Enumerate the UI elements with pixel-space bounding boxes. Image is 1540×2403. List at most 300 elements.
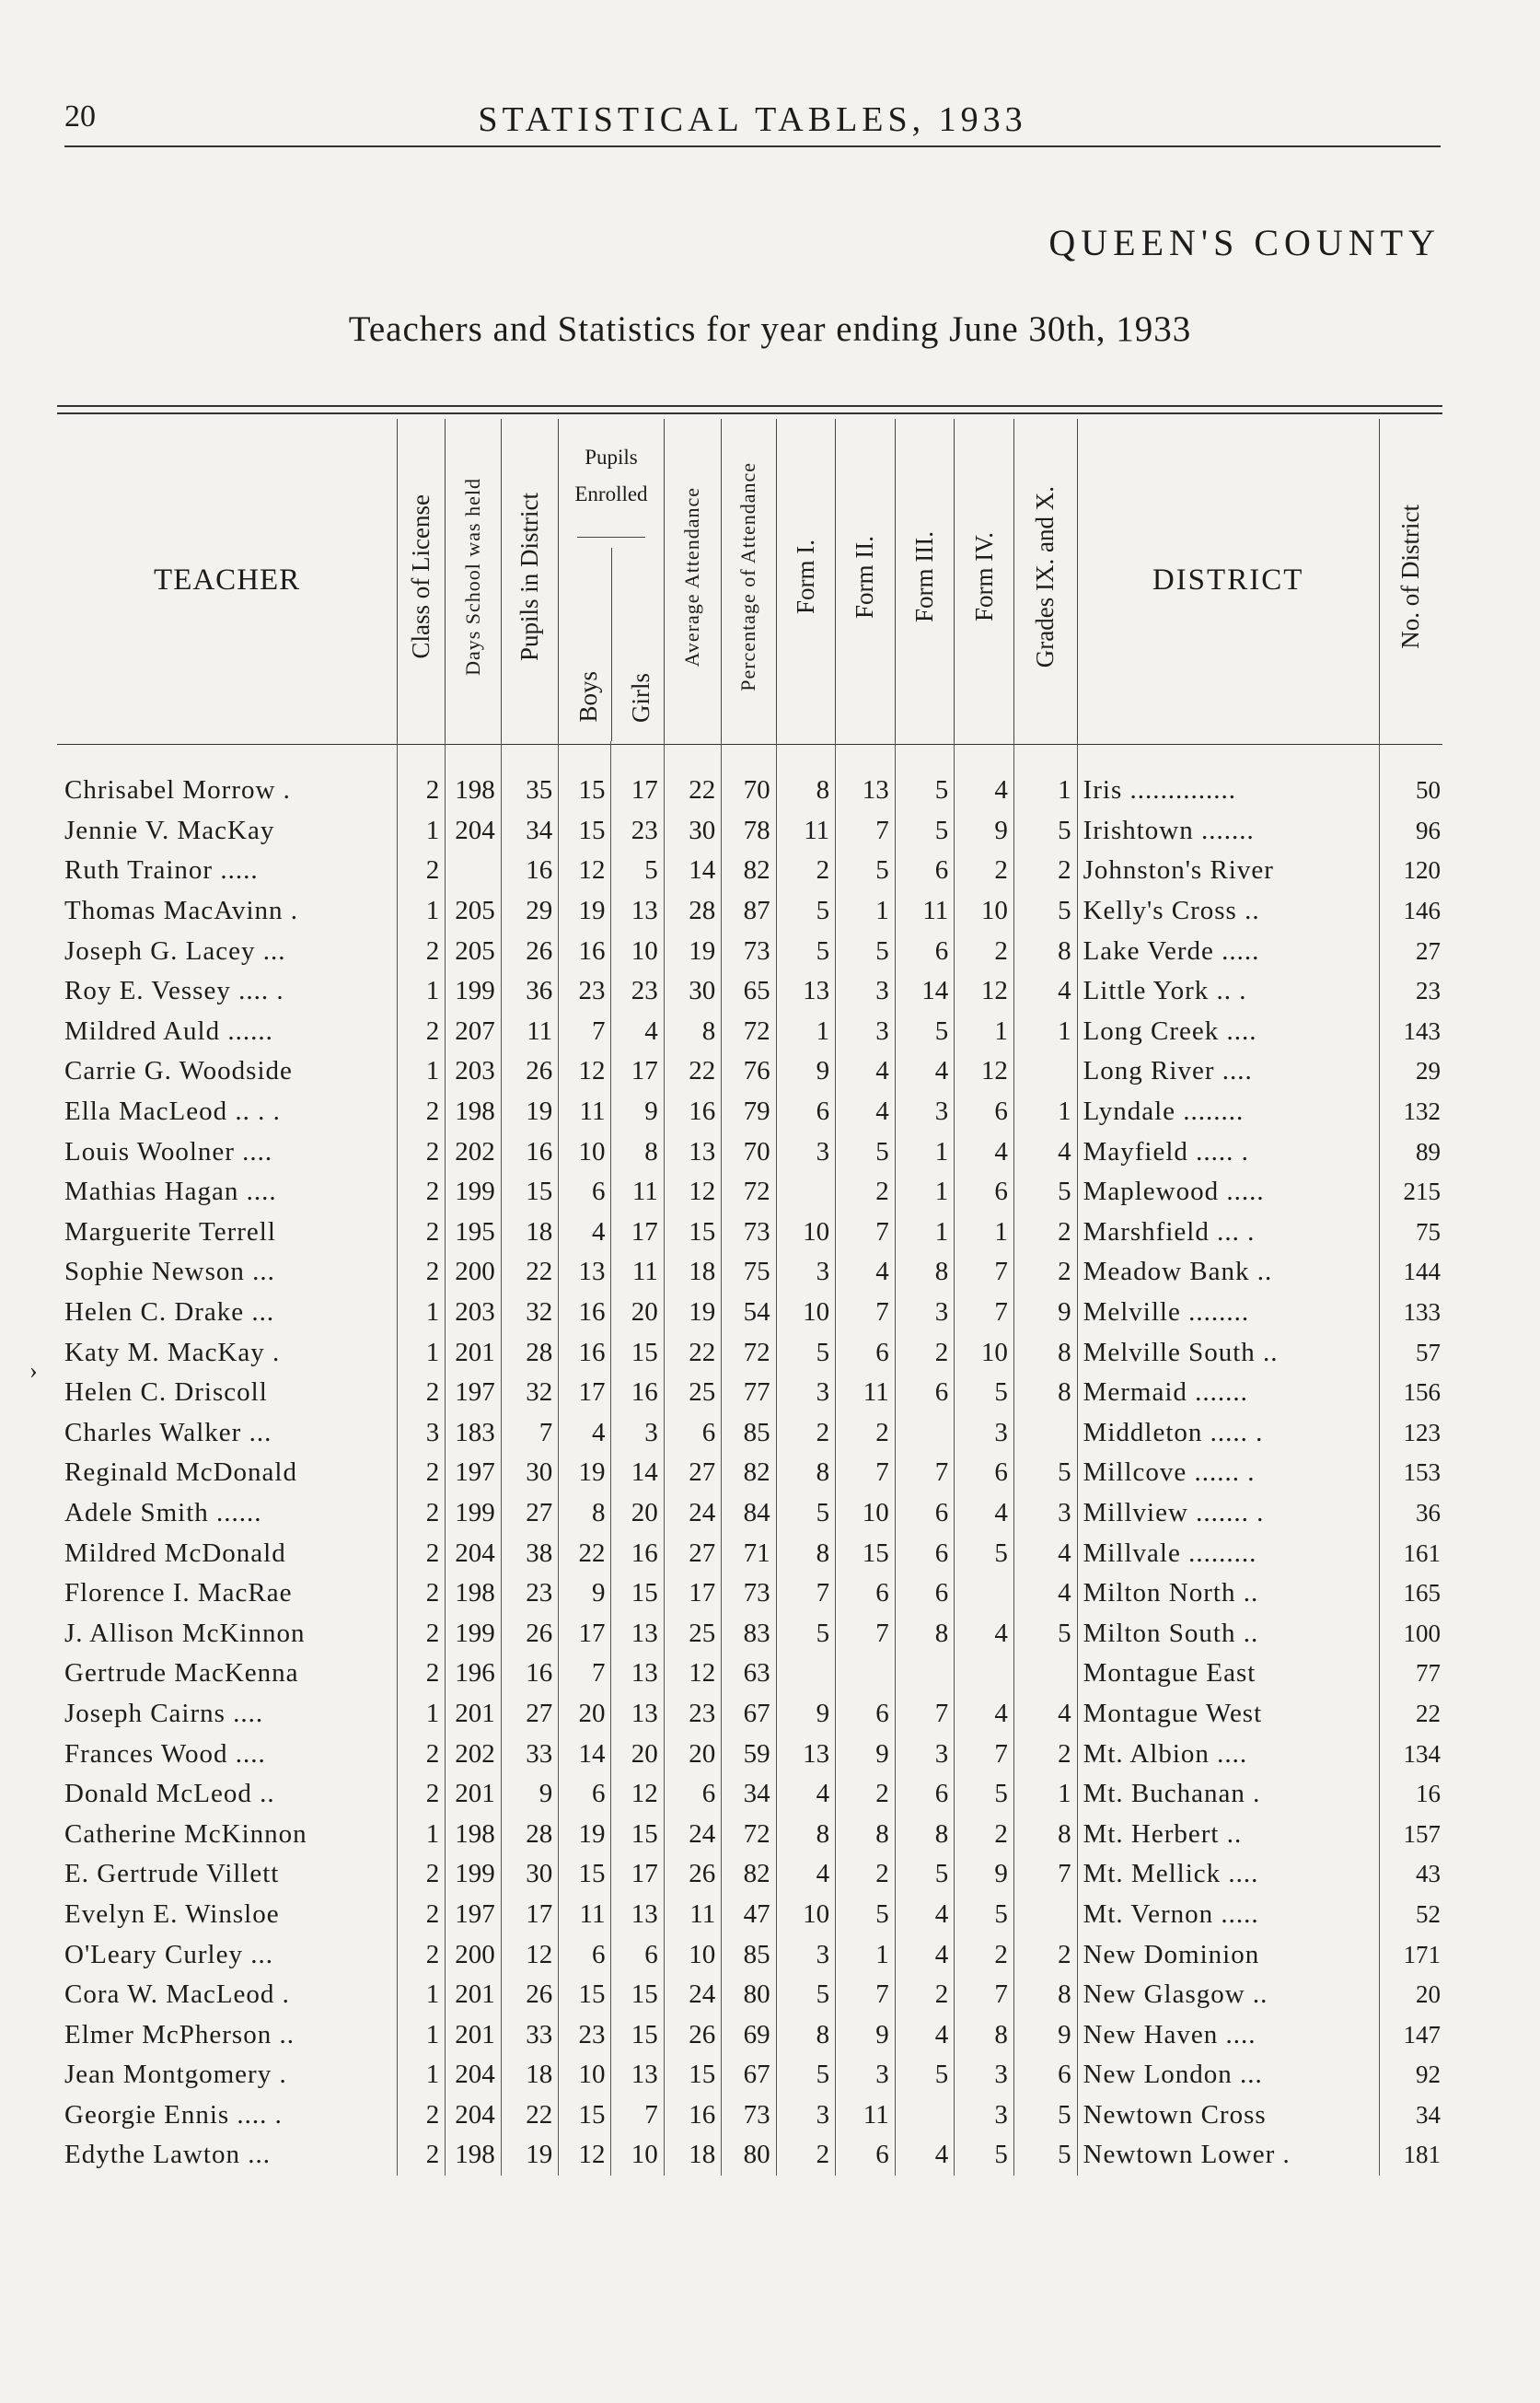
days-held-cell: 201: [446, 1975, 501, 2015]
form-4-cell: 9: [955, 811, 1014, 852]
form-3-cell: 7: [895, 1694, 955, 1735]
district-number-cell: 181: [1379, 2135, 1442, 2176]
form-4-cell: 2: [955, 931, 1014, 971]
form-4-cell: 5: [955, 1774, 1014, 1815]
pupils-in-district-cell: 18: [501, 1213, 558, 1253]
district-number-cell: 144: [1379, 1252, 1442, 1293]
table-row: [57, 971, 1442, 1012]
teacher-name-cell: Thomas MacAvinn .: [64, 896, 299, 926]
form-2-cell: 5: [836, 851, 896, 891]
district-name-cell: Mermaid .......: [1077, 1373, 1379, 1413]
form-1-cell: 8: [776, 1453, 836, 1493]
page-header: [64, 99, 1441, 147]
pupils-in-district-cell: 17: [501, 1895, 558, 1935]
district-number-cell: 57: [1379, 1332, 1442, 1373]
form-1-cell: 10: [776, 1895, 836, 1935]
grades-ix-x-cell: 5: [1013, 2095, 1077, 2136]
table-subtitle: Teachers and Statistics for year ending June 30th, 1933: [348, 309, 1192, 349]
grades-ix-x-cell: 5: [1013, 2135, 1077, 2176]
form-3-cell: 1: [895, 1132, 955, 1172]
grades-ix-x-cell: [1013, 1895, 1077, 1935]
boys-cell: 13: [559, 1252, 611, 1293]
girls-cell: 13: [611, 1895, 664, 1935]
class-of-license-cell: 2: [398, 1854, 446, 1895]
girls-cell: 15: [611, 1814, 664, 1854]
grades-ix-x-cell: 5: [1013, 1613, 1077, 1654]
days-held-cell: 198: [446, 1573, 501, 1614]
girls-cell: 15: [611, 1332, 664, 1373]
grades-ix-x-cell: 6: [1013, 2055, 1077, 2095]
days-held-cell: 197: [446, 1895, 501, 1935]
percentage-attendance-cell: 72: [722, 1814, 776, 1854]
average-attendance-cell: 24: [664, 1814, 721, 1854]
district-name-cell: Irishtown .......: [1077, 811, 1379, 852]
form-3-cell: 6: [895, 1774, 955, 1815]
class-of-license-cell: 2: [398, 1252, 446, 1293]
form-2-cell: 13: [836, 771, 896, 811]
girls-cell: 13: [611, 1613, 664, 1654]
form-1-cell: 2: [776, 1413, 836, 1454]
spacer-row: [57, 741, 1442, 771]
table-row: [57, 1132, 1442, 1172]
district-number-cell: 165: [1379, 1573, 1442, 1614]
pupils-in-district-cell: 22: [501, 1252, 558, 1293]
girls-cell: 13: [611, 891, 664, 932]
grades-ix-x-cell: 8: [1013, 1975, 1077, 2015]
average-attendance-cell: 30: [664, 971, 721, 1012]
header-grades-ix-x: Grades IX. and X.: [1013, 419, 1077, 741]
days-held-cell: 202: [446, 1132, 501, 1172]
pupils-in-district-cell: 26: [501, 931, 558, 971]
pupils-in-district-cell: 33: [501, 2014, 558, 2055]
boys-cell: 19: [559, 1814, 611, 1854]
header-days-school-held: Days School was held: [446, 419, 501, 741]
girls-cell: 16: [611, 1373, 664, 1413]
teacher-name-cell: Helen C. Driscoll: [64, 1377, 268, 1408]
table-row: [57, 931, 1442, 971]
table-row: [57, 891, 1442, 932]
girls-cell: 17: [611, 771, 664, 811]
form-1-cell: 8: [776, 2014, 836, 2055]
girls-cell: 20: [611, 1734, 664, 1774]
girls-cell: 15: [611, 1573, 664, 1614]
days-held-cell: 199: [446, 1172, 501, 1213]
form-2-cell: 1: [836, 1934, 896, 1975]
class-of-license-cell: 2: [398, 1092, 446, 1132]
form-1-cell: 1: [776, 1012, 836, 1052]
average-attendance-cell: 25: [664, 1373, 721, 1413]
girls-cell: 15: [611, 2014, 664, 2055]
form-3-cell: [895, 2095, 955, 2136]
boys-cell: 15: [559, 1975, 611, 2015]
percentage-attendance-cell: 73: [722, 2095, 776, 2136]
district-name-cell: Newtown Lower .: [1077, 2135, 1379, 2176]
form-1-cell: 5: [776, 891, 836, 932]
district-number-cell: 96: [1379, 811, 1442, 852]
percentage-attendance-cell: 63: [722, 1654, 776, 1694]
district-name-cell: Montague East: [1077, 1654, 1379, 1694]
grades-ix-x-cell: 5: [1013, 811, 1077, 852]
form-1-cell: 5: [776, 1493, 836, 1534]
form-2-cell: 11: [836, 1373, 896, 1413]
teacher-name-cell: Adele Smith ......: [64, 1497, 262, 1527]
table-row: [57, 2095, 1442, 2136]
average-attendance-cell: 13: [664, 1132, 721, 1172]
table-row: [57, 1172, 1442, 1213]
class-of-license-cell: 1: [398, 2055, 446, 2095]
form-4-cell: 1: [955, 1213, 1014, 1253]
days-held-cell: 201: [446, 1694, 501, 1735]
district-number-cell: 215: [1379, 1172, 1442, 1213]
girls-cell: 7: [611, 2095, 664, 2136]
form-1-cell: 3: [776, 1373, 836, 1413]
district-name-cell: New Glasgow ..: [1077, 1975, 1379, 2015]
percentage-attendance-cell: 85: [722, 1934, 776, 1975]
pupils-in-district-cell: 29: [501, 891, 558, 932]
teacher-name-cell: Mildred Auld ......: [64, 1016, 273, 1046]
district-name-cell: Kelly's Cross ..: [1077, 891, 1379, 932]
form-3-cell: 5: [895, 2055, 955, 2095]
percentage-attendance-cell: 54: [722, 1293, 776, 1333]
form-3-cell: 1: [895, 1213, 955, 1253]
form-3-cell: 4: [895, 1895, 955, 1935]
form-1-cell: 8: [776, 1814, 836, 1854]
district-number-cell: 34: [1379, 2095, 1442, 2136]
form-1-cell: 2: [776, 851, 836, 891]
form-4-cell: 3: [955, 2055, 1014, 2095]
girls-cell: 10: [611, 931, 664, 971]
district-name-cell: Newtown Cross: [1077, 2095, 1379, 2136]
form-2-cell: 2: [836, 1854, 896, 1895]
margin-mark: ›: [29, 1357, 38, 1384]
form-4-cell: 5: [955, 2135, 1014, 2176]
form-3-cell: 4: [895, 1934, 955, 1975]
form-1-cell: 3: [776, 1934, 836, 1975]
average-attendance-cell: 22: [664, 1332, 721, 1373]
header-teacher: TEACHER: [154, 563, 301, 597]
class-of-license-cell: 1: [398, 1814, 446, 1854]
days-held-cell: [446, 851, 501, 891]
days-held-cell: 205: [446, 891, 501, 932]
boys-cell: 15: [559, 1854, 611, 1895]
form-1-cell: 4: [776, 1854, 836, 1895]
header-form-3: Form III.: [895, 419, 955, 741]
district-number-cell: 132: [1379, 1092, 1442, 1132]
pupils-in-district-cell: 19: [501, 2135, 558, 2176]
form-1-cell: 8: [776, 1533, 836, 1573]
form-1-cell: 5: [776, 1332, 836, 1373]
pupils-in-district-cell: 27: [501, 1493, 558, 1534]
district-number-cell: 43: [1379, 1854, 1442, 1895]
table-row: [57, 1012, 1442, 1052]
average-attendance-cell: 10: [664, 1934, 721, 1975]
grades-ix-x-cell: 1: [1013, 1012, 1077, 1052]
pupils-in-district-cell: 30: [501, 1453, 558, 1493]
form-2-cell: 5: [836, 931, 896, 971]
table-row: [57, 1814, 1442, 1854]
average-attendance-cell: 6: [664, 1774, 721, 1815]
district-name-cell: New Dominion: [1077, 1934, 1379, 1975]
teacher-name-cell: Reginald McDonald: [64, 1457, 297, 1488]
grades-ix-x-cell: 2: [1013, 851, 1077, 891]
percentage-attendance-cell: 72: [722, 1332, 776, 1373]
form-2-cell: 2: [836, 1172, 896, 1213]
form-4-cell: [955, 1573, 1014, 1614]
grades-ix-x-cell: 8: [1013, 931, 1077, 971]
class-of-license-cell: 1: [398, 1975, 446, 2015]
percentage-attendance-cell: 69: [722, 2014, 776, 2055]
grades-ix-x-cell: 8: [1013, 1373, 1077, 1413]
days-held-cell: 198: [446, 1814, 501, 1854]
header-girls: Girls: [627, 673, 654, 723]
girls-cell: 13: [611, 1694, 664, 1735]
days-held-cell: 203: [446, 1293, 501, 1333]
form-4-cell: 7: [955, 1252, 1014, 1293]
header-district: DISTRICT: [1077, 419, 1379, 741]
form-2-cell: 7: [836, 1975, 896, 2015]
pupils-in-district-cell: 35: [501, 771, 558, 811]
form-3-cell: 11: [895, 891, 955, 932]
class-of-license-cell: 1: [398, 1694, 446, 1735]
days-held-cell: 195: [446, 1213, 501, 1253]
percentage-attendance-cell: 82: [722, 851, 776, 891]
form-4-cell: 1: [955, 1012, 1014, 1052]
form-4-cell: 8: [955, 2014, 1014, 2055]
county-title: QUEEN'S COUNTY: [1048, 222, 1441, 263]
table-row: [57, 2014, 1442, 2055]
grades-ix-x-cell: 9: [1013, 1293, 1077, 1333]
class-of-license-cell: 2: [398, 1654, 446, 1694]
form-3-cell: 3: [895, 1734, 955, 1774]
district-name-cell: Melville South ..: [1077, 1332, 1379, 1373]
form-3-cell: 5: [895, 1012, 955, 1052]
days-held-cell: 200: [446, 1934, 501, 1975]
district-name-cell: Millcove ...... .: [1077, 1453, 1379, 1493]
average-attendance-cell: 14: [664, 851, 721, 891]
form-4-cell: 4: [955, 771, 1014, 811]
average-attendance-cell: 26: [664, 2014, 721, 2055]
form-3-cell: 4: [895, 1051, 955, 1092]
average-attendance-cell: 16: [664, 2095, 721, 2136]
grades-ix-x-cell: 5: [1013, 1453, 1077, 1493]
pupils-in-district-cell: 30: [501, 1854, 558, 1895]
form-4-cell: 7: [955, 1975, 1014, 2015]
days-held-cell: 201: [446, 1332, 501, 1373]
form-4-cell: 5: [955, 1895, 1014, 1935]
form-1-cell: 4: [776, 1774, 836, 1815]
boys-cell: 7: [559, 1654, 611, 1694]
teacher-name-cell: Roy E. Vessey .... .: [64, 976, 284, 1006]
girls-cell: 5: [611, 851, 664, 891]
average-attendance-cell: 22: [664, 771, 721, 811]
class-of-license-cell: 2: [398, 1613, 446, 1654]
boys-cell: 6: [559, 1774, 611, 1815]
teacher-name-cell: Catherine McKinnon: [64, 1818, 307, 1849]
days-held-cell: 201: [446, 1774, 501, 1815]
header-pupils-in-district: Pupils in District: [501, 419, 558, 741]
class-of-license-cell: 2: [398, 1895, 446, 1935]
district-name-cell: Iris ..............: [1077, 771, 1379, 811]
percentage-attendance-cell: 76: [722, 1051, 776, 1092]
boys-cell: 15: [559, 771, 611, 811]
table-row: [57, 1332, 1442, 1373]
form-2-cell: 9: [836, 1734, 896, 1774]
table-row: [57, 1854, 1442, 1895]
average-attendance-cell: 17: [664, 1573, 721, 1614]
average-attendance-cell: 28: [664, 891, 721, 932]
pupils-in-district-cell: 22: [501, 2095, 558, 2136]
district-number-cell: 147: [1379, 2014, 1442, 2055]
days-held-cell: 207: [446, 1012, 501, 1052]
days-held-cell: 204: [446, 1533, 501, 1573]
form-4-cell: 12: [955, 971, 1014, 1012]
table-row: [57, 2135, 1442, 2176]
form-4-cell: 10: [955, 1332, 1014, 1373]
boys-cell: 10: [559, 1132, 611, 1172]
district-name-cell: Meadow Bank ..: [1077, 1252, 1379, 1293]
boys-cell: 4: [559, 1213, 611, 1253]
boys-cell: 6: [559, 1934, 611, 1975]
teacher-name-cell: Elmer McPherson ..: [64, 2019, 295, 2049]
average-attendance-cell: 18: [664, 1252, 721, 1293]
table-row: [57, 1975, 1442, 2015]
form-3-cell: 5: [895, 811, 955, 852]
percentage-attendance-cell: 67: [722, 1694, 776, 1735]
grades-ix-x-cell: 2: [1013, 1252, 1077, 1293]
grades-ix-x-cell: 4: [1013, 1132, 1077, 1172]
teacher-name-cell: Joseph G. Lacey ...: [64, 935, 286, 966]
pupils-in-district-cell: 16: [501, 1654, 558, 1694]
form-2-cell: 7: [836, 1453, 896, 1493]
form-1-cell: 3: [776, 2095, 836, 2136]
district-number-cell: 120: [1379, 851, 1442, 891]
days-held-cell: 199: [446, 1493, 501, 1534]
district-number-cell: 29: [1379, 1051, 1442, 1092]
boys-cell: 12: [559, 1051, 611, 1092]
teacher-name-cell: Mildred McDonald: [64, 1538, 286, 1568]
percentage-attendance-cell: 34: [722, 1774, 776, 1815]
form-1-cell: 9: [776, 1051, 836, 1092]
grades-ix-x-cell: 4: [1013, 971, 1077, 1012]
class-of-license-cell: 2: [398, 851, 446, 891]
teacher-name-cell: Frances Wood ....: [64, 1738, 266, 1769]
girls-cell: 11: [611, 1252, 664, 1293]
grades-ix-x-cell: [1013, 1654, 1077, 1694]
percentage-attendance-cell: 85: [722, 1413, 776, 1454]
pupils-in-district-cell: 28: [501, 1332, 558, 1373]
form-4-cell: 2: [955, 1814, 1014, 1854]
form-3-cell: 3: [895, 1293, 955, 1333]
average-attendance-cell: 12: [664, 1172, 721, 1213]
pupils-in-district-cell: 11: [501, 1012, 558, 1052]
district-number-cell: 23: [1379, 971, 1442, 1012]
page-number: 20: [64, 99, 96, 134]
form-2-cell: [836, 1654, 896, 1694]
table-row: [57, 1413, 1442, 1454]
grades-ix-x-cell: 1: [1013, 1092, 1077, 1132]
table-row: [57, 2055, 1442, 2095]
class-of-license-cell: 2: [398, 2095, 446, 2136]
average-attendance-cell: 24: [664, 1975, 721, 2015]
class-of-license-cell: 3: [398, 1413, 446, 1454]
table-row: [57, 1774, 1442, 1815]
pupils-in-district-cell: 16: [501, 1132, 558, 1172]
table-row: [57, 811, 1442, 852]
teacher-name-cell: Cora W. MacLeod .: [64, 1979, 290, 2010]
percentage-attendance-cell: 79: [722, 1092, 776, 1132]
district-name-cell: Johnston's River: [1077, 851, 1379, 891]
days-held-cell: 204: [446, 2055, 501, 2095]
teacher-name-cell: Donald McLeod ..: [64, 1779, 275, 1809]
girls-cell: 3: [611, 1413, 664, 1454]
days-held-cell: 199: [446, 1854, 501, 1895]
boys-cell: 16: [559, 1332, 611, 1373]
form-2-cell: 6: [836, 2135, 896, 2176]
form-1-cell: [776, 1172, 836, 1213]
average-attendance-cell: 12: [664, 1654, 721, 1694]
form-4-cell: 10: [955, 891, 1014, 932]
pupils-in-district-cell: 26: [501, 1051, 558, 1092]
district-name-cell: Long Creek ....: [1077, 1012, 1379, 1052]
table-row: [57, 1654, 1442, 1694]
class-of-license-cell: 1: [398, 1332, 446, 1373]
form-3-cell: [895, 1654, 955, 1694]
district-name-cell: Mayfield ..... .: [1077, 1132, 1379, 1172]
header-boys: Boys: [574, 671, 603, 723]
form-4-cell: [955, 1654, 1014, 1694]
form-3-cell: 7: [895, 1453, 955, 1493]
district-name-cell: Mt. Herbert ..: [1077, 1814, 1379, 1854]
boys-cell: 15: [559, 811, 611, 852]
pupils-in-district-cell: 26: [501, 1975, 558, 2015]
form-2-cell: 11: [836, 2095, 896, 2136]
boys-cell: 15: [559, 2095, 611, 2136]
girls-cell: 20: [611, 1493, 664, 1534]
grades-ix-x-cell: 4: [1013, 1533, 1077, 1573]
district-number-cell: 123: [1379, 1413, 1442, 1454]
teacher-name-cell: Chrisabel Morrow .: [64, 775, 291, 806]
average-attendance-cell: 20: [664, 1734, 721, 1774]
boys-cell: 17: [559, 1613, 611, 1654]
percentage-attendance-cell: 82: [722, 1854, 776, 1895]
form-1-cell: 7: [776, 1573, 836, 1614]
grades-ix-x-cell: 2: [1013, 1734, 1077, 1774]
girls-cell: 11: [611, 1172, 664, 1213]
form-4-cell: 4: [955, 1493, 1014, 1534]
table-row: [57, 1493, 1442, 1534]
days-held-cell: 204: [446, 811, 501, 852]
teacher-name-cell: Ruth Trainor .....: [64, 855, 259, 886]
form-1-cell: 13: [776, 971, 836, 1012]
form-2-cell: 3: [836, 971, 896, 1012]
form-3-cell: 6: [895, 851, 955, 891]
form-2-cell: 6: [836, 1573, 896, 1614]
form-1-cell: 13: [776, 1734, 836, 1774]
class-of-license-cell: 1: [398, 1293, 446, 1333]
form-2-cell: 8: [836, 1814, 896, 1854]
girls-cell: 23: [611, 971, 664, 1012]
form-4-cell: 2: [955, 1934, 1014, 1975]
district-number-cell: 36: [1379, 1493, 1442, 1534]
class-of-license-cell: 2: [398, 1213, 446, 1253]
percentage-attendance-cell: 73: [722, 1573, 776, 1614]
form-1-cell: 10: [776, 1213, 836, 1253]
teacher-name-cell: Jennie V. MacKay: [64, 815, 275, 845]
table-row: [57, 1252, 1442, 1293]
girls-cell: 13: [611, 1654, 664, 1694]
district-number-cell: 161: [1379, 1533, 1442, 1573]
form-4-cell: 12: [955, 1051, 1014, 1092]
